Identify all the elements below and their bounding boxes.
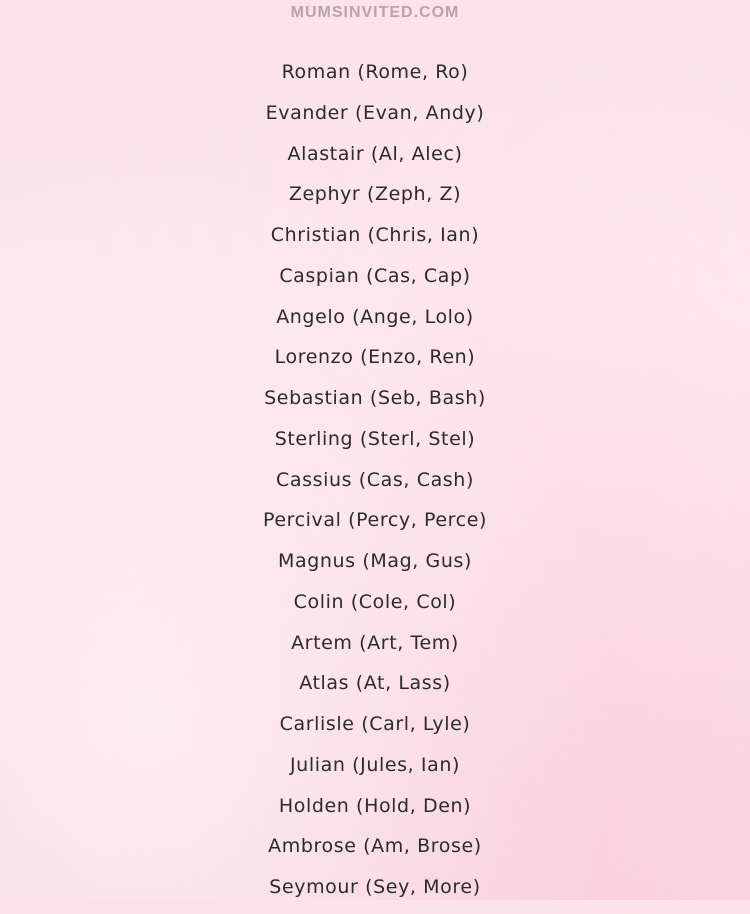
name-list-item: Lorenzo (Enzo, Ren) [274,346,476,369]
name-list-item: Holden (Hold, Den) [278,794,472,817]
name-list-item: Caspian (Cas, Cap) [279,264,471,287]
name-list-item: Cassius (Cas, Cash) [276,468,474,491]
name-list-item: Sterling (Sterl, Stel) [274,427,476,450]
name-list-item: Evander (Evan, Andy) [265,101,485,124]
name-list-item: Angelo (Ange, Lolo) [276,305,474,328]
name-list-item: Seymour (Sey, More) [269,876,481,898]
site-watermark: MUMSINVITED.COM [290,4,460,21]
name-list-item: Magnus (Mag, Gus) [278,550,472,572]
name-list-item: Zephyr (Zeph, Z) [288,183,462,206]
name-list-item: Carlisle (Carl, Lyle) [279,713,471,735]
name-list-item: Sebastian (Seb, Bash) [264,387,486,409]
name-list-item: Percival (Percy, Perce) [262,509,488,532]
name-list-item: Artem (Art, Tem) [291,631,459,654]
name-list [0,58,750,914]
name-list-item: Colin (Cole, Col) [293,590,457,613]
name-list-item: Ambrose (Am, Brose) [268,835,482,858]
name-list-item: Roman (Rome, Ro) [281,61,469,83]
name-list-item: Atlas (At, Lass) [299,672,451,695]
name-list-item: Alastair (Al, Alec) [287,142,463,165]
name-list-item: Julian (Jules, Ian) [289,753,461,776]
name-list-item: Christian (Chris, Ian) [270,224,480,246]
